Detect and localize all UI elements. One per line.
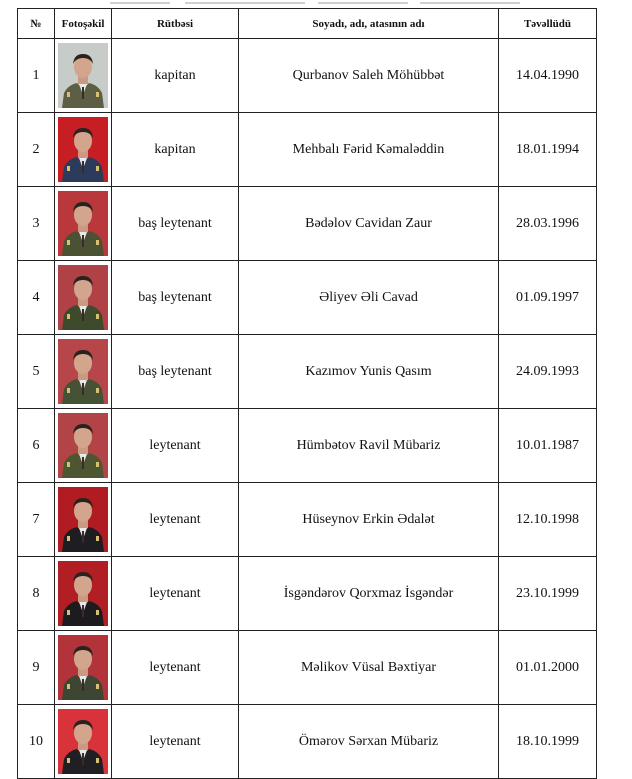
table-row <box>18 409 597 483</box>
full-name-cell: Mehbalı Fərid Kəmaləddin <box>239 113 499 187</box>
soldier-photo <box>58 635 108 700</box>
soldier-photo <box>58 191 108 256</box>
full-name-cell: Kazımov Yunis Qasım <box>239 335 499 409</box>
table-row <box>18 39 597 113</box>
rank-cell: leytenant <box>112 483 239 557</box>
birthdate-cell: 01.09.1997 <box>499 261 597 335</box>
rank-cell: baş leytenant <box>112 335 239 409</box>
soldier-photo <box>58 265 108 330</box>
full-name-cell: İsgəndərov Qorxmaz İsgəndər <box>239 557 499 631</box>
row-number: 5 <box>18 335 55 409</box>
col-header-photo: Fotoşəkil <box>55 9 112 39</box>
rank-cell: leytenant <box>112 409 239 483</box>
personnel-table <box>17 8 597 779</box>
rank-cell: kapitan <box>112 113 239 187</box>
full-name-cell: Məlikov Vüsal Bəxtiyar <box>239 631 499 705</box>
rank-cell: leytenant <box>112 631 239 705</box>
row-number: 2 <box>18 113 55 187</box>
rank-cell: leytenant <box>112 557 239 631</box>
soldier-photo <box>58 709 108 774</box>
photo-cell <box>55 261 112 335</box>
table-row <box>18 483 597 557</box>
table-row <box>18 631 597 705</box>
full-name-cell: Hümbətov Ravil Mübariz <box>239 409 499 483</box>
rank-cell: baş leytenant <box>112 261 239 335</box>
col-header-number: № <box>18 9 55 39</box>
cropped-text-line <box>0 0 632 8</box>
table-row <box>18 705 597 779</box>
soldier-photo <box>58 561 108 626</box>
birthdate-cell: 23.10.1999 <box>499 557 597 631</box>
row-number: 8 <box>18 557 55 631</box>
full-name-cell: Əliyev Əli Cavad <box>239 261 499 335</box>
birthdate-cell: 24.09.1993 <box>499 335 597 409</box>
birthdate-cell: 14.04.1990 <box>499 39 597 113</box>
birthdate-cell: 10.01.1987 <box>499 409 597 483</box>
row-number: 1 <box>18 39 55 113</box>
birthdate-cell: 12.10.1998 <box>499 483 597 557</box>
birthdate-cell: 18.01.1994 <box>499 113 597 187</box>
birthdate-cell: 01.01.2000 <box>499 631 597 705</box>
birthdate-cell: 28.03.1996 <box>499 187 597 261</box>
photo-cell <box>55 631 112 705</box>
photo-cell <box>55 705 112 779</box>
table-row <box>18 261 597 335</box>
rank-cell: leytenant <box>112 705 239 779</box>
photo-cell <box>55 335 112 409</box>
full-name-cell: Ömərov Sərxan Mübariz <box>239 705 499 779</box>
photo-cell <box>55 187 112 261</box>
row-number: 10 <box>18 705 55 779</box>
rank-cell: baş leytenant <box>112 187 239 261</box>
photo-cell <box>55 483 112 557</box>
col-header-name: Soyadı, adı, atasının adı <box>239 9 499 39</box>
soldier-photo <box>58 413 108 478</box>
row-number: 9 <box>18 631 55 705</box>
row-number: 3 <box>18 187 55 261</box>
photo-cell <box>55 409 112 483</box>
row-number: 6 <box>18 409 55 483</box>
table-row <box>18 113 597 187</box>
col-header-rank: Rütbəsi <box>112 9 239 39</box>
table-row <box>18 335 597 409</box>
photo-cell <box>55 113 112 187</box>
full-name-cell: Bədəlov Cavidan Zaur <box>239 187 499 261</box>
table-header-row <box>18 9 597 39</box>
soldier-photo <box>58 43 108 108</box>
soldier-photo <box>58 117 108 182</box>
full-name-cell: Hüseynov Erkin Ədalət <box>239 483 499 557</box>
birthdate-cell: 18.10.1999 <box>499 705 597 779</box>
soldier-photo <box>58 339 108 404</box>
photo-cell <box>55 39 112 113</box>
col-header-birthdate: Təvəllüdü <box>499 9 597 39</box>
row-number: 7 <box>18 483 55 557</box>
photo-cell <box>55 557 112 631</box>
soldier-photo <box>58 487 108 552</box>
table-row <box>18 557 597 631</box>
row-number: 4 <box>18 261 55 335</box>
rank-cell: kapitan <box>112 39 239 113</box>
table-row <box>18 187 597 261</box>
full-name-cell: Qurbanov Saleh Möhübbət <box>239 39 499 113</box>
